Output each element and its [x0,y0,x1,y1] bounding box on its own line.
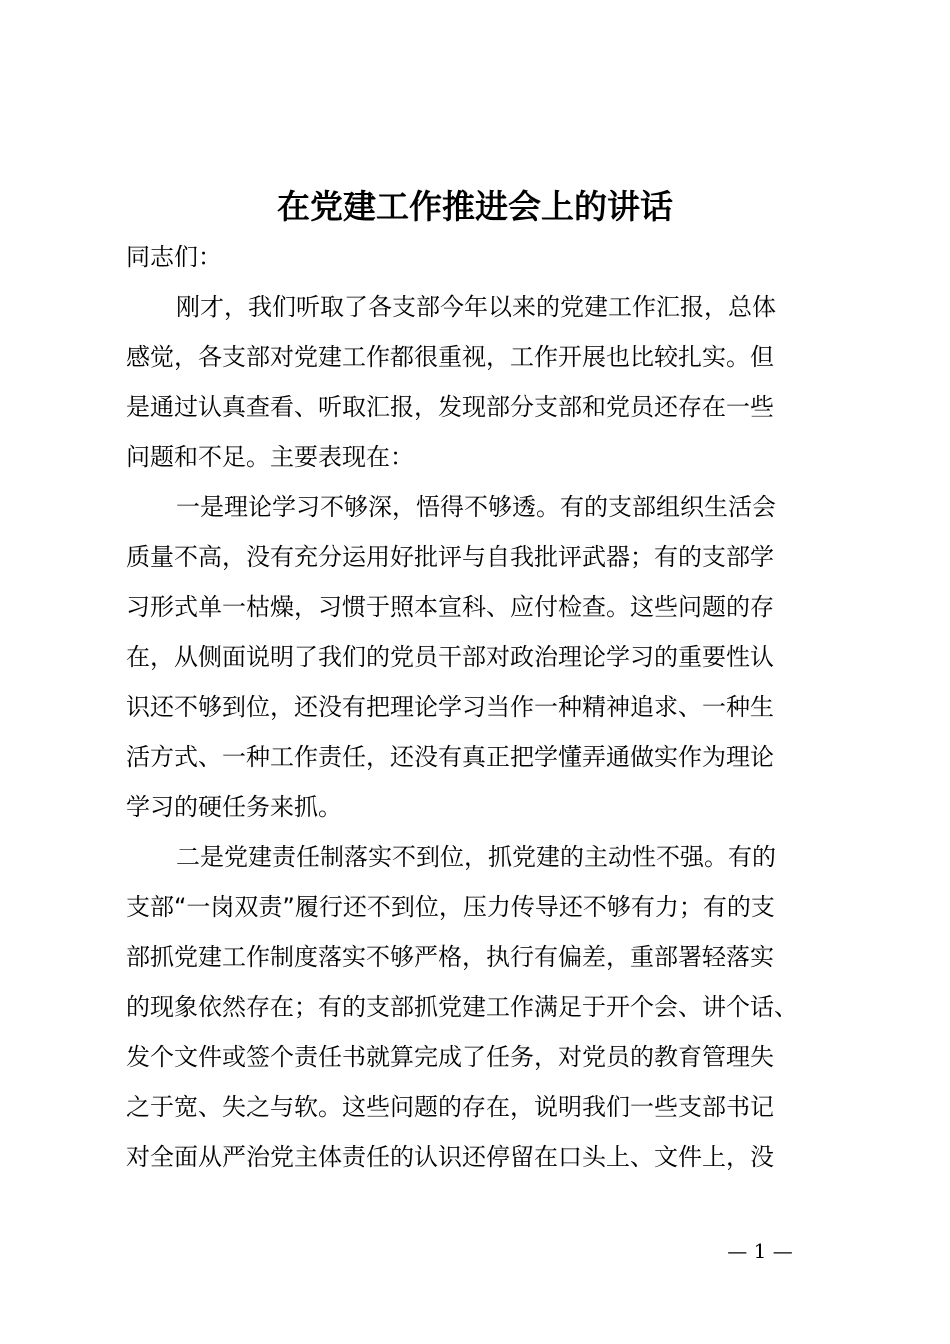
text-line: 发个文件或签个责任书就算完成了任务，对党员的教育管理失 [126,1043,774,1071]
text-line: 部抓党建工作制度落实不够严格，执行有偏差，重部署轻落实 [126,943,774,971]
text-line: 刚才，我们听取了各支部今年以来的党建工作汇报，总体 [176,293,776,321]
text-line: 感觉，各支部对党建工作都很重视，工作开展也比较扎实。但 [126,343,774,371]
text-line: 二是党建责任制落实不到位，抓党建的主动性不强。有的 [176,843,776,871]
text-line: 学习的硬任务来抓。 [126,793,342,821]
text-line: 支部“一岗双责”履行还不到位，压力传导还不够有力；有的支 [126,893,775,921]
text-line: 质量不高，没有充分运用好批评与自我批评武器；有的支部学 [126,543,774,571]
text-line: 识还不够到位，还没有把理论学习当作一种精神追求、一种生 [126,693,774,721]
text-line: 活方式、一种工作责任，还没有真正把学懂弄通做实作为理论 [126,743,774,771]
text-line: 一是理论学习不够深，悟得不够透。有的支部组织生活会 [176,493,776,521]
paragraph-point-two [126,832,846,1182]
document-body [126,282,846,1182]
paragraph-intro [126,282,846,482]
text-line: 之于宽、失之与软。这些问题的存在，说明我们一些支部书记 [126,1093,774,1121]
text-line: 在，从侧面说明了我们的党员干部对政治理论学习的重要性认 [126,643,774,671]
text-line: 习形式单一枯燥，习惯于照本宣科、应付检查。这些问题的存 [126,593,774,621]
salutation: 同志们： [126,243,222,271]
text-line: 对全面从严治党主体责任的认识还停留在口头上、文件上，没 [126,1143,774,1171]
document-title: 在党建工作推进会上的讲话 [277,187,673,226]
page-number: — 1 — [727,1239,793,1263]
text-line: 是通过认真查看、听取汇报，发现部分支部和党员还存在一些 [126,393,774,421]
text-line: 问题和不足。主要表现在： [126,443,414,471]
paragraph-point-one [126,482,846,832]
text-line: 的现象依然存在；有的支部抓党建工作满足于开个会、讲个话、 [126,993,798,1021]
